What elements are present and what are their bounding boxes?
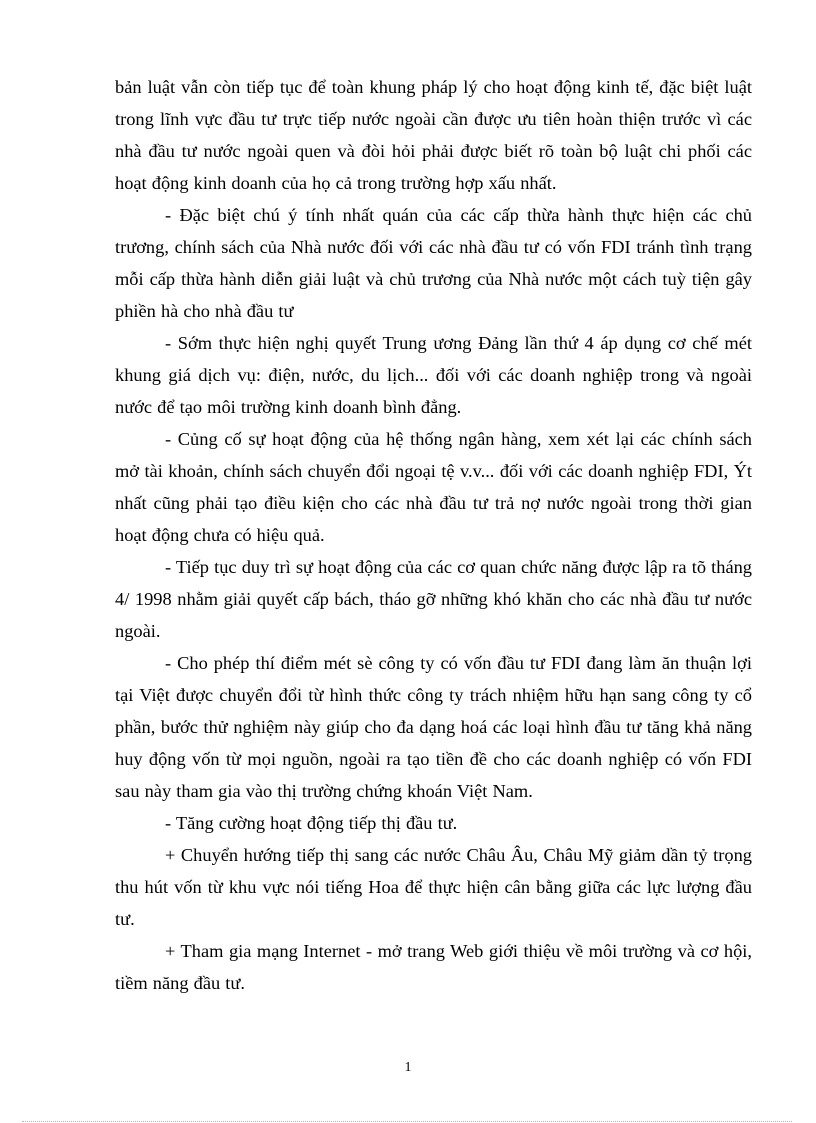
- page-number: 1: [404, 1060, 412, 1075]
- footer-dotted-rule: [22, 1121, 792, 1122]
- paragraph-price-framework: - Sớm thực hiện nghị quyết Trung ương Đảng lần thứ 4 áp dụng cơ chế mét khung giá dịch vụ: điện, nước, du lịch... đối với các doanh nghiệp trong và ngoài nước để tạo môi trường kinh doanh bình đẳng.: [115, 333, 752, 417]
- paragraph-internet: + Tham gia mạng Internet - mở trang Web giới thiệu về môi trường và cơ hội, tiềm năng đầu tư.: [115, 941, 752, 993]
- document-body: [115, 71, 752, 999]
- paragraph-equitization: - Cho phép thí điểm mét sè công ty có vốn đầu tư FDI đang làm ăn thuận lợi tại Việt được chuyển đổi từ hình thức công ty trách nhiệm hữu hạn sang công ty cổ phần, bước thử nghiệm này giúp cho đa dạng hoá các loại hình đầu tư tăng khả năng huy động vốn từ mọi nguồn, ngoài ra tạo tiền đề cho các doanh nghiệp có vốn FDI sau này tham gia vào thị trường chứng khoán Việt Nam.: [115, 653, 752, 801]
- paragraph-continuation: bản luật vẫn còn tiếp tục để toàn khung pháp lý cho hoạt động kinh tế, đặc biệt luật trong lĩnh vực đầu tư trực tiếp nước ngoài cần được ưu tiên hoàn thiện trước vì các nhà đầu tư nước ngoài quen và đòi hỏi phải được biết rõ toàn bộ luật chi phối các hoạt động kinh doanh của họ cả trong trường hợp xấu nhất.: [115, 77, 752, 193]
- paragraph-banking: - Củng cố sự hoạt động của hệ thống ngân hàng, xem xét lại các chính sách mở tài khoản, chính sách chuyển đổi ngoại tệ v.v... đối với các doanh nghiệp FDI, Ýt nhất cũng phải tạo điều kiện cho các nhà đầu tư trả nợ nước ngoài trong thời gian hoạt động chưa có hiệu quả.: [115, 429, 752, 545]
- paragraph-agencies: - Tiếp tục duy trì sự hoạt động của các cơ quan chức năng được lập ra tõ tháng 4/ 1998 nhằm giải quyết cấp bách, tháo gỡ những khó khăn cho các nhà đầu tư nước ngoài.: [115, 557, 752, 641]
- paragraph-marketing: - Tăng cường hoạt động tiếp thị đầu tư.: [165, 813, 458, 833]
- paragraph-consistency: - Đặc biệt chú ý tính nhất quán của các cấp thừa hành thực hiện các chủ trương, chính sách của Nhà nước đối với các nhà đầu tư có vốn FDI tránh tình trạng mỗi cấp thừa hành diễn giải luật và chủ trương của Nhà nước một cách tuỳ tiện gây phiền hà cho nhà đầu tư: [115, 205, 752, 321]
- paragraph-marketing-shift: + Chuyển hướng tiếp thị sang các nước Châu Âu, Châu Mỹ giảm dần tỷ trọng thu hút vốn từ khu vực nói tiếng Hoa để thực hiện cân bằng giữa các lực lượng đầu tư.: [115, 845, 752, 929]
